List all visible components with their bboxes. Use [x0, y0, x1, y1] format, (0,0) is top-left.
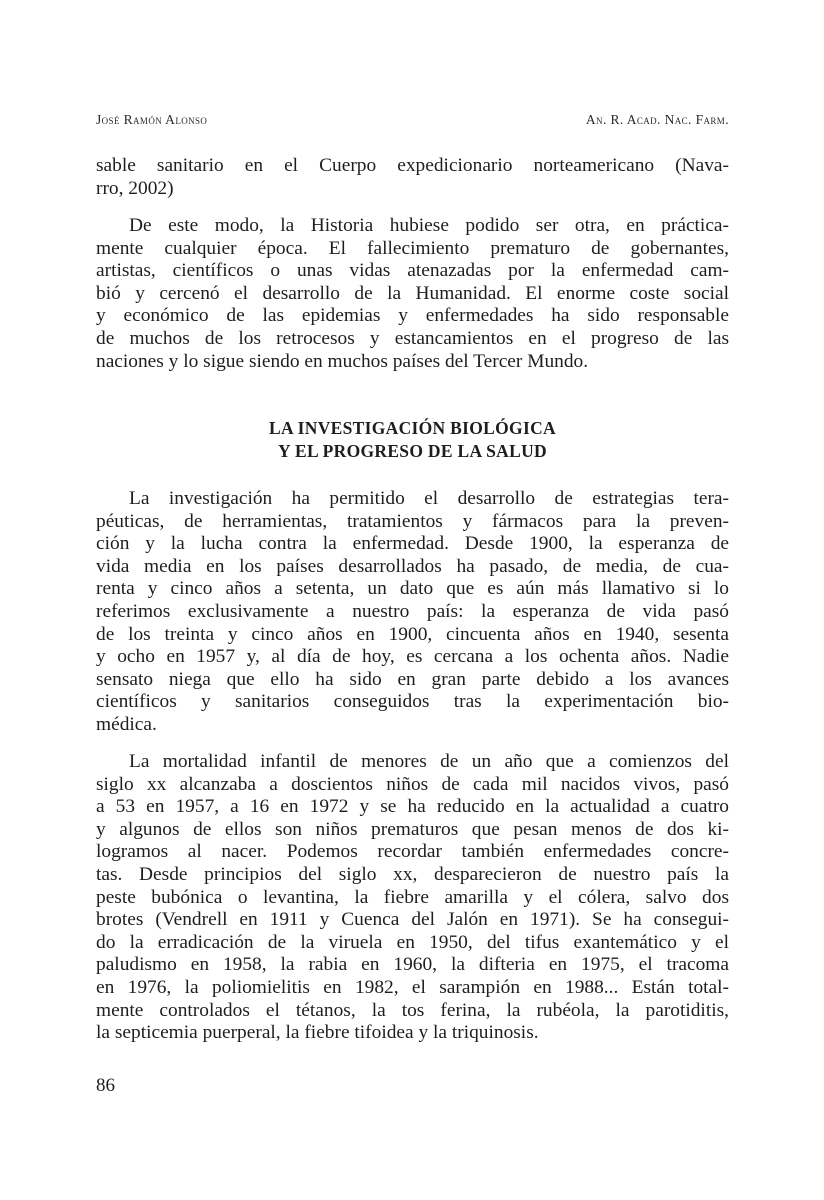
text-line: artistas, científicos o unas vidas atenazadas por la enfermedad cam- — [96, 260, 729, 282]
text-line: sensato niega que ello ha sido en gran parte debido a los avances — [96, 668, 729, 690]
text-line: rro, 2002) — [96, 177, 174, 199]
text-line: De este modo, la Historia hubiese podido ser otra, en práctica- — [129, 215, 729, 236]
text-line: tas. Desde principios del siglo xx, desparecieron de nuestro país la — [96, 863, 729, 885]
text-line: científicos y sanitarios conseguidos tras la experimentación bio- — [96, 691, 729, 713]
text-line: do la erradicación de la viruela en 1950, del tifus exantemático y el — [96, 931, 729, 953]
text-line: paludismo en 1958, la rabia en 1960, la difteria en 1975, el tracoma — [96, 954, 729, 976]
text-line: renta y cinco años a setenta, un dato que es aún más llamativo si lo — [96, 578, 729, 600]
text-line: de los treinta y cinco años en 1900, cincuenta años en 1940, sesenta — [96, 623, 729, 645]
text-line: a 53 en 1957, a 16 en 1972 y se ha reducido en la actualidad a cuatro — [96, 796, 729, 818]
text-line: ción y la lucha contra la enfermedad. Desde 1900, la esperanza de — [96, 533, 729, 555]
text-line: siglo xx alcanzaba a doscientos niños de cada mil nacidos vivos, pasó — [96, 773, 729, 795]
text-line: La mortalidad infantil de menores de un año que a comienzos del — [129, 751, 729, 772]
text-line: naciones y lo sigue siendo en muchos países del Tercer Mundo. — [96, 350, 589, 372]
text-line: y algunos de ellos son niños prematuros que pesan menos de dos ki- — [96, 818, 729, 840]
paragraph — [96, 751, 729, 1045]
text-line: logramos al nacer. Podemos recordar también enfermedades concre- — [96, 841, 729, 863]
text-line: y económico de las epidemias y enfermedades ha sido responsable — [96, 305, 729, 327]
paragraph — [96, 488, 729, 737]
section-heading-line-1: LA INVESTIGACIÓN BIOLÓGICA — [269, 418, 556, 438]
text-line: mente cualquier época. El fallecimiento prematuro de gobernantes, — [96, 237, 729, 259]
section-heading-line-2: Y EL PROGRESO DE LA SALUD — [278, 441, 547, 461]
text-line: brotes (Vendrell en 1911 y Cuenca del Jalón en 1971). Se ha consegui- — [96, 909, 729, 931]
text-line: la septicemia puerperal, la fiebre tifoidea y la triquinosis. — [96, 1022, 539, 1044]
page-number: 86 — [96, 1075, 115, 1096]
text-line: bió y cercenó el desarrollo de la Humanidad. El enorme coste social — [96, 282, 729, 304]
header-journal: An. R. Acad. Nac. Farm. — [585, 112, 729, 127]
text-line: de muchos de los retrocesos y estancamientos en el progreso de las — [96, 327, 729, 349]
text-line: La investigación ha permitido el desarrollo de estrategias tera- — [129, 488, 729, 509]
running-header — [96, 112, 729, 128]
text-line: péuticas, de herramientas, tratamientos y fármacos para la preven- — [96, 510, 729, 532]
text-line: peste bubónica o levantina, la fiebre amarilla y el cólera, salvo dos — [96, 886, 729, 908]
text-line: en 1976, la poliomielitis en 1982, el sarampión en 1988... Están total- — [96, 976, 729, 998]
section-heading — [96, 417, 729, 463]
text-line: vida media en los países desarrollados ha pasado, de media, de cua- — [96, 555, 729, 577]
header-author: José Ramón Alonso — [96, 112, 208, 127]
text-line: sable sanitario en el Cuerpo expedicionario norteamericano (Nava- — [96, 155, 729, 176]
text-line: referimos exclusivamente a nuestro país: la esperanza de vida pasó — [96, 600, 729, 622]
text-line: médica. — [96, 713, 157, 735]
paragraph — [96, 215, 729, 373]
text-line: y ocho en 1957 y, al día de hoy, es cercana a los ochenta años. Nadie — [96, 646, 729, 668]
paragraph-continuation — [96, 155, 729, 200]
text-line: mente controlados el tétanos, la tos ferina, la rubéola, la parotiditis, — [96, 999, 729, 1021]
